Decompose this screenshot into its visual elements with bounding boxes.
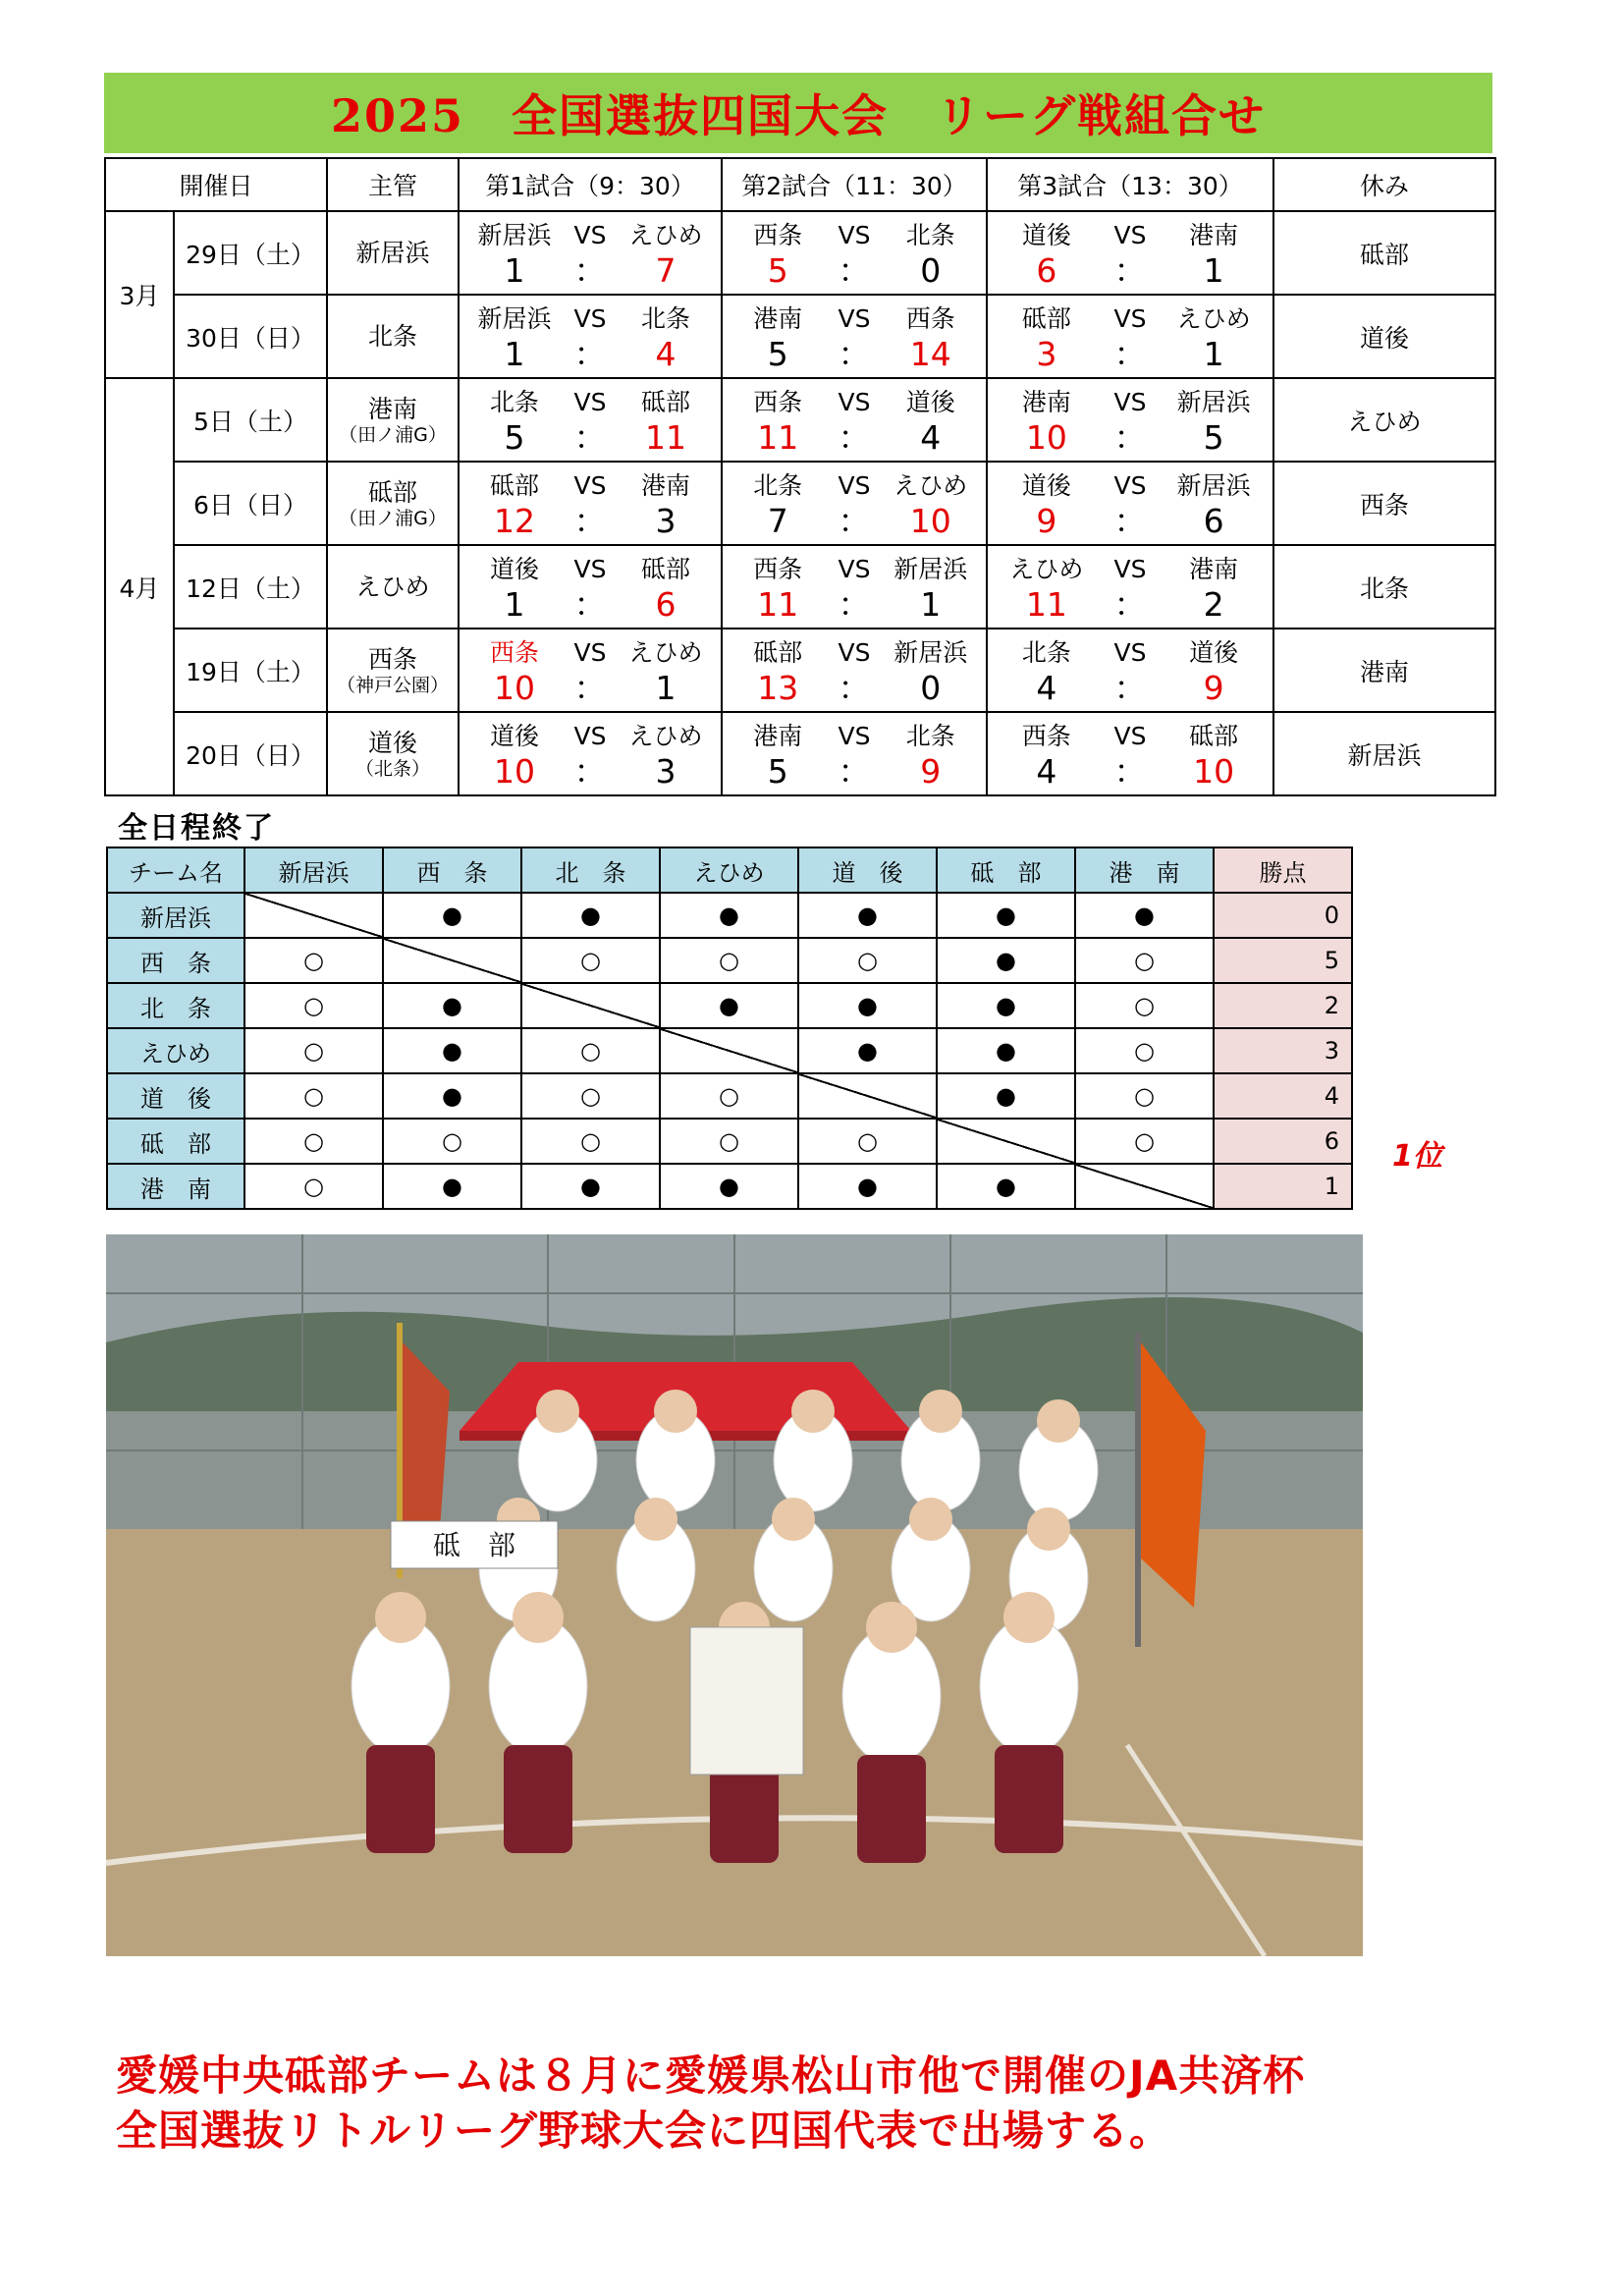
score-separator: ： [838,584,871,624]
standings-row [107,1164,1352,1209]
loss-mark: ● [937,893,1075,938]
team-a: 道後 [489,721,539,750]
score-a: 5 [767,334,788,373]
score-a: 1 [504,250,525,290]
team-b: 新居浜 [893,637,968,667]
score-a: 11 [757,417,799,457]
team-a: えひめ [1009,554,1084,583]
team-b: 新居浜 [893,554,968,583]
score-separator: ： [1113,334,1147,373]
loss-mark: ● [660,983,798,1028]
standings-row [107,983,1352,1028]
schedule-row [105,629,1495,712]
game-cell [459,211,722,295]
score-separator: ： [838,417,871,457]
score-a: 10 [493,751,535,791]
win-mark: ○ [244,1164,383,1209]
win-mark: ○ [244,1028,383,1073]
announcement [116,2049,1305,2159]
score-separator: ： [573,417,607,457]
date-cell: 5日（土） [174,378,327,462]
standings-col-header: 道 後 [798,847,937,893]
host-cell [327,462,459,545]
rest-cell: 新居浜 [1273,712,1495,795]
team-a: 西条 [489,637,539,667]
team-b: 砥部 [641,554,691,583]
points-cell: 3 [1214,1028,1352,1073]
game-cell [987,462,1273,545]
vs-label: VS [573,554,607,583]
team-b: 道後 [905,387,955,416]
loss-mark: ● [937,1164,1075,1209]
score-b: 10 [1193,751,1235,791]
team-a: 北条 [1021,637,1071,667]
points-cell: 2 [1214,983,1352,1028]
header-game-2: 第2試合（11：30） [722,158,987,211]
score-b: 1 [920,584,942,624]
standings-row [107,1119,1352,1164]
score-b: 1 [1203,250,1224,290]
self-match-cell [1075,1164,1214,1209]
win-mark: ○ [244,1073,383,1119]
win-mark: ○ [244,938,383,983]
team-a: 新居浜 [477,220,552,249]
loss-mark: ● [383,1028,521,1073]
team-b: えひめ [1176,303,1251,333]
loss-mark: ● [660,893,798,938]
vs-label: VS [838,220,871,249]
vs-label: VS [1113,470,1147,500]
vs-label: VS [838,470,871,500]
loss-mark: ● [798,1164,937,1209]
game-cell [722,211,987,295]
vs-label: VS [1113,220,1147,249]
loss-mark: ● [383,983,521,1028]
standings-team: 新居浜 [107,893,244,938]
score-b: 3 [655,501,677,540]
team-sign-text: 砥 部 [432,1529,516,1561]
vs-label: VS [573,220,607,249]
team-a: 北条 [489,387,539,416]
host-venue: （北条） [355,757,431,780]
team-b: えひめ [628,220,703,249]
host-name: 砥部 [368,477,418,507]
score-a: 7 [767,501,788,540]
self-match-cell [937,1119,1075,1164]
standings-row [107,1028,1352,1073]
team-b: 道後 [1189,637,1239,667]
host-cell [327,545,459,629]
score-a: 6 [1036,250,1057,290]
team-a: 港南 [753,303,803,333]
vs-label: VS [1113,387,1147,416]
score-separator: ： [573,751,607,791]
score-b: 2 [1203,584,1224,624]
loss-mark: ● [521,893,660,938]
team-a: 西条 [753,554,803,583]
standings-corner: チーム名 [107,847,244,893]
game-cell [459,462,722,545]
win-mark: ○ [383,1119,521,1164]
team-b: 砥部 [1189,721,1239,750]
score-a: 10 [1025,417,1067,457]
date-cell: 19日（土） [174,629,327,712]
win-mark: ○ [1075,1073,1214,1119]
standings-team: 港 南 [107,1164,244,1209]
score-a: 1 [504,334,525,373]
win-mark: ○ [521,1119,660,1164]
host-name: 港南 [368,394,418,423]
team-b: 北条 [905,220,955,249]
score-b: 9 [1203,668,1224,707]
vs-label: VS [838,387,871,416]
vs-label: VS [573,637,607,667]
header-host: 主管 [327,158,459,211]
game-cell [722,712,987,795]
win-mark: ○ [244,1119,383,1164]
score-a: 12 [493,501,535,540]
host-cell [327,712,459,795]
standings-col-header: 港 南 [1075,847,1214,893]
host-name: 新居浜 [355,238,430,267]
title-bar [104,73,1492,153]
team-a: 港南 [1021,387,1071,416]
loss-mark: ● [798,1028,937,1073]
game-cell [459,712,722,795]
points-cell: 5 [1214,938,1352,983]
team-b: 砥部 [641,387,691,416]
win-mark: ○ [244,983,383,1028]
team-a: 道後 [1021,470,1071,500]
schedule-row [105,295,1495,378]
points-cell: 4 [1214,1073,1352,1119]
team-a: 砥部 [1021,303,1071,333]
loss-mark: ● [1075,893,1214,938]
schedule-row [105,712,1495,795]
team-b: えひめ [628,637,703,667]
host-cell [327,295,459,378]
win-mark: ○ [1075,938,1214,983]
vs-label: VS [1113,303,1147,333]
date-cell: 20日（日） [174,712,327,795]
score-separator: ： [1113,250,1147,290]
team-b: えひめ [628,721,703,750]
rest-cell: 北条 [1273,545,1495,629]
header-game-1: 第1試合（9：30） [459,158,722,211]
schedule-row [105,462,1495,545]
points-cell: 0 [1214,893,1352,938]
score-b: 14 [909,334,951,373]
standings-col-header: 砥 部 [937,847,1075,893]
score-separator: ： [838,668,871,707]
host-name: えひめ [355,572,430,601]
schedule-complete-label: 全日程終了 [118,811,275,846]
score-b: 7 [655,250,677,290]
score-separator: ： [573,584,607,624]
standings-team: 西 条 [107,938,244,983]
score-a: 5 [504,417,525,457]
team-a: 砥部 [753,637,803,667]
team-a: 道後 [1021,220,1071,249]
header-game-3: 第3試合（13：30） [987,158,1273,211]
rest-cell: えひめ [1273,378,1495,462]
month-label: 3月 [105,211,174,378]
team-b: 西条 [905,303,955,333]
team-b: えひめ [893,470,968,500]
team-photo [106,1234,1363,1956]
standings-row [107,893,1352,938]
team-a: 道後 [489,554,539,583]
host-venue: （田ノ浦G） [339,423,447,446]
team-b: 新居浜 [1176,387,1251,416]
score-separator: ： [573,668,607,707]
vs-label: VS [1113,554,1147,583]
self-match-cell [244,893,383,938]
win-mark: ○ [521,1028,660,1073]
standings-row [107,1073,1352,1119]
date-cell: 12日（土） [174,545,327,629]
loss-mark: ● [660,1164,798,1209]
score-separator: ： [838,501,871,540]
score-separator: ： [838,250,871,290]
self-match-cell [660,1028,798,1073]
score-b: 6 [655,584,677,624]
host-name: 道後 [368,728,418,757]
win-mark: ○ [798,1119,937,1164]
announcement-line-2: 全国選抜リトルリーグ野球大会に四国代表で出場する。 [116,2106,1172,2155]
score-a: 9 [1036,501,1057,540]
score-separator: ： [838,751,871,791]
vs-label: VS [573,303,607,333]
score-a: 4 [1036,668,1057,707]
game-cell [987,378,1273,462]
game-cell [987,211,1273,295]
score-b: 4 [655,334,677,373]
rest-cell: 砥部 [1273,211,1495,295]
loss-mark: ● [383,1164,521,1209]
game-cell [722,295,987,378]
page-title: 2025 全国選抜四国大会 リーグ戦組合せ [330,89,1267,142]
rest-cell: 西条 [1273,462,1495,545]
team-a: 港南 [753,721,803,750]
game-cell [722,629,987,712]
loss-mark: ● [383,893,521,938]
host-cell [327,211,459,295]
team-a: 西条 [753,387,803,416]
score-a: 3 [1036,334,1057,373]
team-photo-illustration [106,1234,1363,1956]
date-cell: 6日（日） [174,462,327,545]
score-a: 5 [767,751,788,791]
win-mark: ○ [1075,983,1214,1028]
loss-mark: ● [798,983,937,1028]
game-cell [459,545,722,629]
game-cell [987,545,1273,629]
loss-mark: ● [521,1164,660,1209]
team-a: 北条 [753,470,803,500]
score-b: 5 [1203,417,1224,457]
team-b: 新居浜 [1176,470,1251,500]
score-a: 11 [1025,584,1067,624]
win-mark: ○ [660,1119,798,1164]
vs-label: VS [1113,721,1147,750]
game-cell [987,712,1273,795]
rest-cell: 港南 [1273,629,1495,712]
team-a: 新居浜 [477,303,552,333]
score-b: 0 [920,668,942,707]
game-cell [459,295,722,378]
score-separator: ： [1113,501,1147,540]
team-a: 西条 [1021,721,1071,750]
score-b: 11 [645,417,687,457]
game-cell [987,629,1273,712]
score-separator: ： [838,334,871,373]
score-b: 1 [1203,334,1224,373]
points-header: 勝点 [1214,847,1352,893]
host-name: 西条 [368,644,418,674]
self-match-cell [521,983,660,1028]
win-mark: ○ [1075,1119,1214,1164]
standings-team: 道 後 [107,1073,244,1119]
score-separator: ： [573,334,607,373]
schedule-row [105,378,1495,462]
score-separator: ： [573,250,607,290]
schedule-header [105,158,1495,211]
score-a: 13 [757,668,799,707]
score-separator: ： [1113,417,1147,457]
score-separator: ： [1113,668,1147,707]
score-separator: ： [1113,751,1147,791]
loss-mark: ● [383,1073,521,1119]
host-venue: （神戸公園） [337,674,450,696]
standings-col-header: 新居浜 [244,847,383,893]
loss-mark: ● [937,983,1075,1028]
win-mark: ○ [1075,1028,1214,1073]
schedule-row [105,545,1495,629]
vs-label: VS [573,470,607,500]
vs-label: VS [1113,637,1147,667]
game-cell [722,378,987,462]
host-cell [327,629,459,712]
standings-table [106,847,1353,1210]
score-b: 3 [655,751,677,791]
loss-mark: ● [937,1073,1075,1119]
host-name: 北条 [368,321,418,351]
rank-label: 1位 [1392,1139,1442,1174]
win-mark: ○ [660,1073,798,1119]
loss-mark: ● [937,938,1075,983]
win-mark: ○ [798,938,937,983]
game-cell [459,378,722,462]
vs-label: VS [838,303,871,333]
game-cell [722,545,987,629]
score-b: 9 [920,751,942,791]
date-cell: 30日（日） [174,295,327,378]
vs-label: VS [573,387,607,416]
score-a: 11 [757,584,799,624]
standings-team: 北 条 [107,983,244,1028]
score-a: 4 [1036,751,1057,791]
points-cell: 1 [1214,1164,1352,1209]
score-separator: ： [573,501,607,540]
standings-col-header: 西 条 [383,847,521,893]
score-b: 0 [920,250,942,290]
host-venue: （田ノ浦G） [339,507,447,529]
score-b: 10 [909,501,951,540]
self-match-cell [798,1073,937,1119]
date-cell: 29日（土） [174,211,327,295]
vs-label: VS [838,721,871,750]
team-b: 北条 [641,303,691,333]
standings-team: 砥 部 [107,1119,244,1164]
team-a: 西条 [753,220,803,249]
standings-header [107,847,1352,893]
score-b: 4 [920,417,942,457]
schedule-row [105,211,1495,295]
score-b: 6 [1203,501,1224,540]
standings-team: えひめ [107,1028,244,1073]
score-b: 1 [655,668,677,707]
win-mark: ○ [521,938,660,983]
team-b: 港南 [1189,220,1239,249]
standings-col-header: えひめ [660,847,798,893]
header-date: 開催日 [105,158,327,211]
team-b: 港南 [641,470,691,500]
win-mark: ○ [660,938,798,983]
loss-mark: ● [798,893,937,938]
points-cell: 6 [1214,1119,1352,1164]
score-a: 10 [493,668,535,707]
score-separator: ： [1113,584,1147,624]
self-match-cell [383,938,521,983]
rest-cell: 道後 [1273,295,1495,378]
win-mark: ○ [521,1073,660,1119]
loss-mark: ● [937,1028,1075,1073]
vs-label: VS [838,554,871,583]
host-cell [327,378,459,462]
month-label: 4月 [105,378,174,795]
announcement-line-1: 愛媛中央砥部チームは８月に愛媛県松山市他で開催のJA共済杯 [116,2051,1306,2100]
standings-row [107,938,1352,983]
game-cell [722,462,987,545]
game-cell [459,629,722,712]
score-a: 1 [504,584,525,624]
header-rest: 休み [1273,158,1495,211]
vs-label: VS [838,637,871,667]
team-b: 港南 [1189,554,1239,583]
game-cell [987,295,1273,378]
schedule-table [104,157,1496,796]
team-b: 北条 [905,721,955,750]
standings-col-header: 北 条 [521,847,660,893]
vs-label: VS [573,721,607,750]
score-a: 5 [767,250,788,290]
team-a: 砥部 [489,470,539,500]
